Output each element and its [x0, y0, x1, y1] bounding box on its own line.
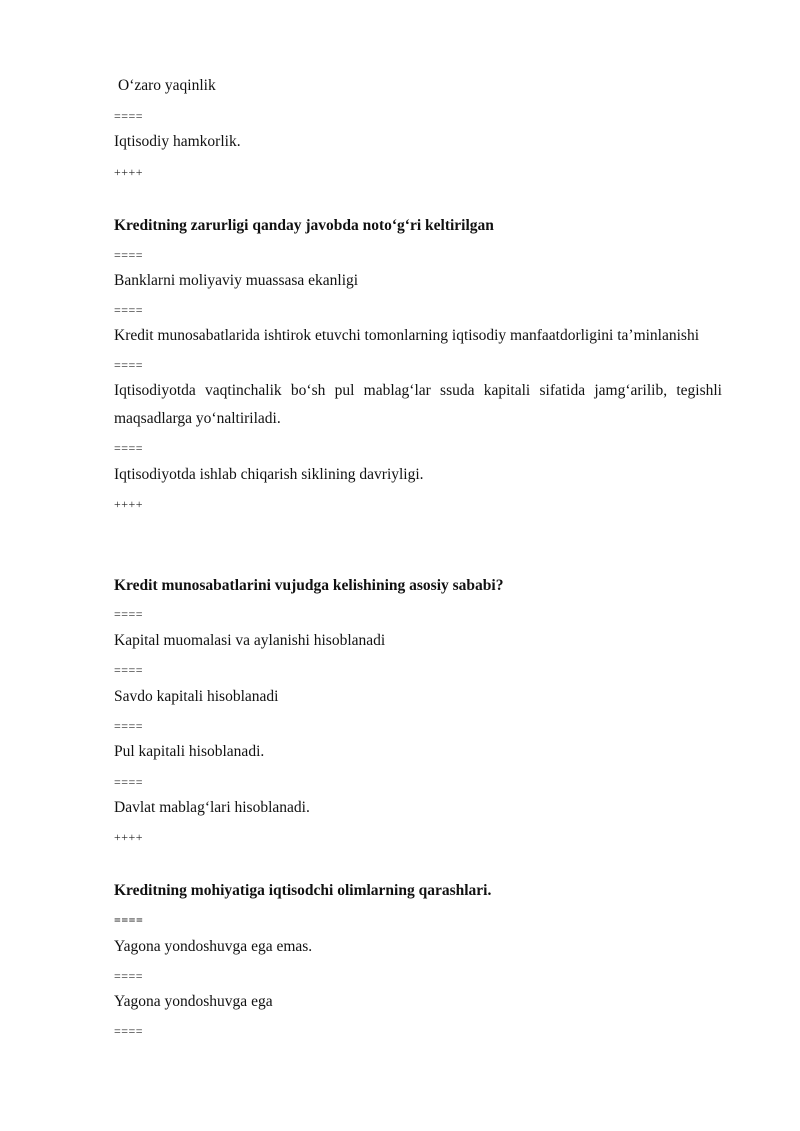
separator: ==== — [114, 358, 144, 372]
answer-option: Iqtisodiyotda ishlab chiqarish siklining davriyligi. — [114, 466, 424, 483]
answer-option: Davlat mablag‘lari hisoblanadi. — [114, 799, 310, 816]
answer-option-line1: Iqtisodiyotda vaqtinchalik bo‘sh pul mablag‘lar ssuda kapitali sifatida jamg‘arilib, tegishli — [114, 382, 722, 399]
separator: ==== — [114, 248, 144, 262]
separator: ==== — [114, 969, 144, 983]
answer-option: Yagona yondoshuvga ega emas. — [114, 938, 313, 955]
answer-option: Kredit munosabatlarida ishtirok etuvchi tomonlarning iqtisodiy manfaatdorligini ta’minlanishi — [114, 327, 700, 344]
answer-option: Yagona yondoshuvga ega — [114, 993, 273, 1010]
question-title: Kreditning mohiyatiga iqtisodchi olimlarning qarashlari. — [114, 882, 492, 899]
separator: ==== — [114, 441, 144, 455]
question-end-marker: ++++ — [114, 497, 144, 511]
question-title: Kredit munosabatlarini vujudga kelishining asosiy sababi? — [114, 577, 504, 594]
separator: ==== — [114, 303, 144, 317]
separator: ==== — [114, 663, 144, 677]
separator: ==== — [114, 719, 144, 733]
answer-option: Pul kapitali hisoblanadi. — [114, 743, 265, 760]
answer-option: Savdo kapitali hisoblanadi — [114, 688, 279, 705]
answer-option: Iqtisodiy hamkorlik. — [114, 133, 241, 150]
answer-option: O‘zaro yaqinlik — [118, 77, 216, 94]
separator: ==== — [114, 775, 144, 789]
separator: ==== — [114, 109, 144, 123]
separator: ==== — [114, 1024, 144, 1038]
separator: ==== — [114, 913, 144, 927]
answer-option-line2: maqsadlarga yo‘naltiriladi. — [114, 410, 281, 427]
question-title: Kreditning zarurligi qanday javobda noto‘g‘ri keltirilgan — [114, 217, 494, 234]
question-end-marker: ++++ — [114, 830, 144, 844]
separator: ==== — [114, 607, 144, 621]
question-end-marker: ++++ — [114, 165, 144, 179]
answer-option: Banklarni moliyaviy muassasa ekanligi — [114, 272, 359, 289]
answer-option: Kapital muomalasi va aylanishi hisoblanadi — [114, 632, 386, 649]
